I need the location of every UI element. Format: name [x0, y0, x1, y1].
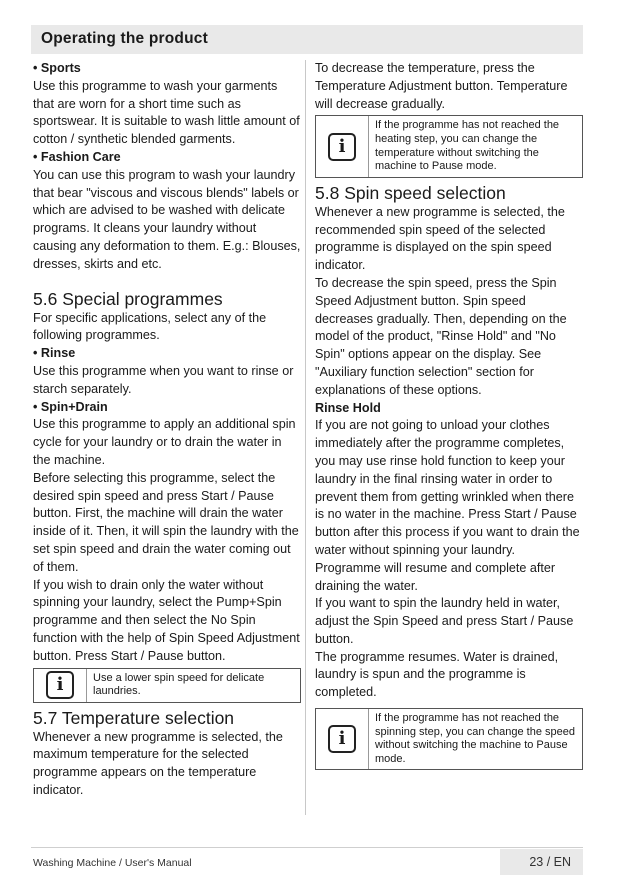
- fashion-care-title: • Fashion Care: [33, 149, 121, 164]
- sports-title: • Sports: [33, 61, 81, 75]
- rinse-hold-text: If you want to spin the laundry held in water, adjust the Spin Speed and press Start / Pause button.: [315, 596, 574, 646]
- rinse-hold-title: Rinse Hold: [315, 400, 381, 415]
- info-note-text: If the programme has not reached the spinning step, you can change the speed without switching the machine to Pause mode.: [375, 712, 575, 765]
- temperature-selection-heading: 5.7 Temperature selection: [33, 707, 235, 728]
- spin-speed-text: To decrease the spin speed, press the Spin Speed Adjustment button. Spin speed decreases gradually. Then, depending on the model of the product, "Rinse Hold" and "No Spin" options appear on the display. See "Auxiliary function selection" section for explanations of these options.: [315, 275, 567, 397]
- column-divider: [305, 60, 306, 815]
- spin-drain-text: If you wish to drain only the water without spinning your laundry, select the Pump+Spin programme and then select the No Spin function with the help of Spin Speed Adjustment button. Press Start / Pause button.: [33, 577, 300, 663]
- info-icon: i: [328, 133, 356, 161]
- temperature-selection-text: Whenever a new programme is selected, the maximum temperature for the selected programme appears on the temperature indicator.: [33, 729, 283, 798]
- rinse-title: • Rinse: [33, 346, 76, 361]
- fashion-care-text: You can use this program to wash your laundry that bear "viscous and viscous blends" labels or which are advised to be washed with delicate programs. It cleans your laundry without causing any deformation to them. E.g.: Blouses, dresses, skirts and etc.: [33, 167, 301, 271]
- info-note: [315, 115, 583, 177]
- info-icon: i: [328, 725, 356, 753]
- page-number: 23 / EN: [529, 855, 571, 869]
- temperature-decrease-text: To decrease the temperature, press the Temperature Adjustment button. Temperature will decrease gradually.: [315, 61, 568, 111]
- section-title: Operating the product: [41, 30, 208, 47]
- spin-drain-title: • Spin+Drain: [33, 399, 108, 414]
- special-programmes-intro: For specific applications, select any of the following programmes.: [33, 310, 267, 343]
- rinse-hold-text: If you are not going to unload your clothes immediately after the programme completes, you may use rinse hold function to keep your laundry in the final rinsing water in order to prevent them from getting wrinkled when there is no water in the machine. Press Start / Pause button after this process if you want to drain the water without spinning your laundry. Programme will resume and complete after draining the water.: [315, 418, 580, 593]
- info-note: [33, 668, 301, 703]
- page-number-box: [500, 849, 583, 875]
- info-note-text: Use a lower spin speed for delicate laundries.: [93, 671, 265, 698]
- footer-manual-title: Washing Machine / User's Manual: [33, 857, 192, 869]
- info-note-text: If the programme has not reached the heating step, you can change the temperature without switching the machine to Pause mode.: [375, 119, 560, 173]
- rinse-hold-text: The programme resumes. Water is drained, laundry is spun and the programme is completed.: [315, 649, 559, 700]
- special-programmes-heading: 5.6 Special programmes: [33, 288, 223, 309]
- rinse-text: Use this programme when you want to rinse or starch separately.: [33, 363, 294, 396]
- right-column: [315, 60, 583, 774]
- left-column: [33, 60, 301, 800]
- spin-speed-selection-heading: 5.8 Spin speed selection: [315, 182, 506, 203]
- footer-divider: [31, 847, 583, 848]
- info-note: [315, 708, 583, 770]
- sports-text: Use this programme to wash your garments that are worn for a short time such as sportswear. It is suitable to wash little amount of cotton / synthetic blended garments.: [33, 78, 300, 147]
- section-header-bar: [31, 25, 583, 54]
- spin-speed-text: Whenever a new programme is selected, the recommended spin speed of the selected programme is displayed on the spin speed indicator.: [315, 204, 565, 273]
- spin-drain-text: Use this programme to apply an additional spin cycle for your laundry or to drain the water in the machine.: [33, 417, 296, 467]
- info-icon: i: [46, 671, 74, 699]
- spin-drain-text: Before selecting this programme, select the desired spin speed and press Start / Pause button. First, the machine will drain the water inside of it. Then, it will spin the laundry with the set spin speed and drain the water coming out of them.: [33, 470, 299, 574]
